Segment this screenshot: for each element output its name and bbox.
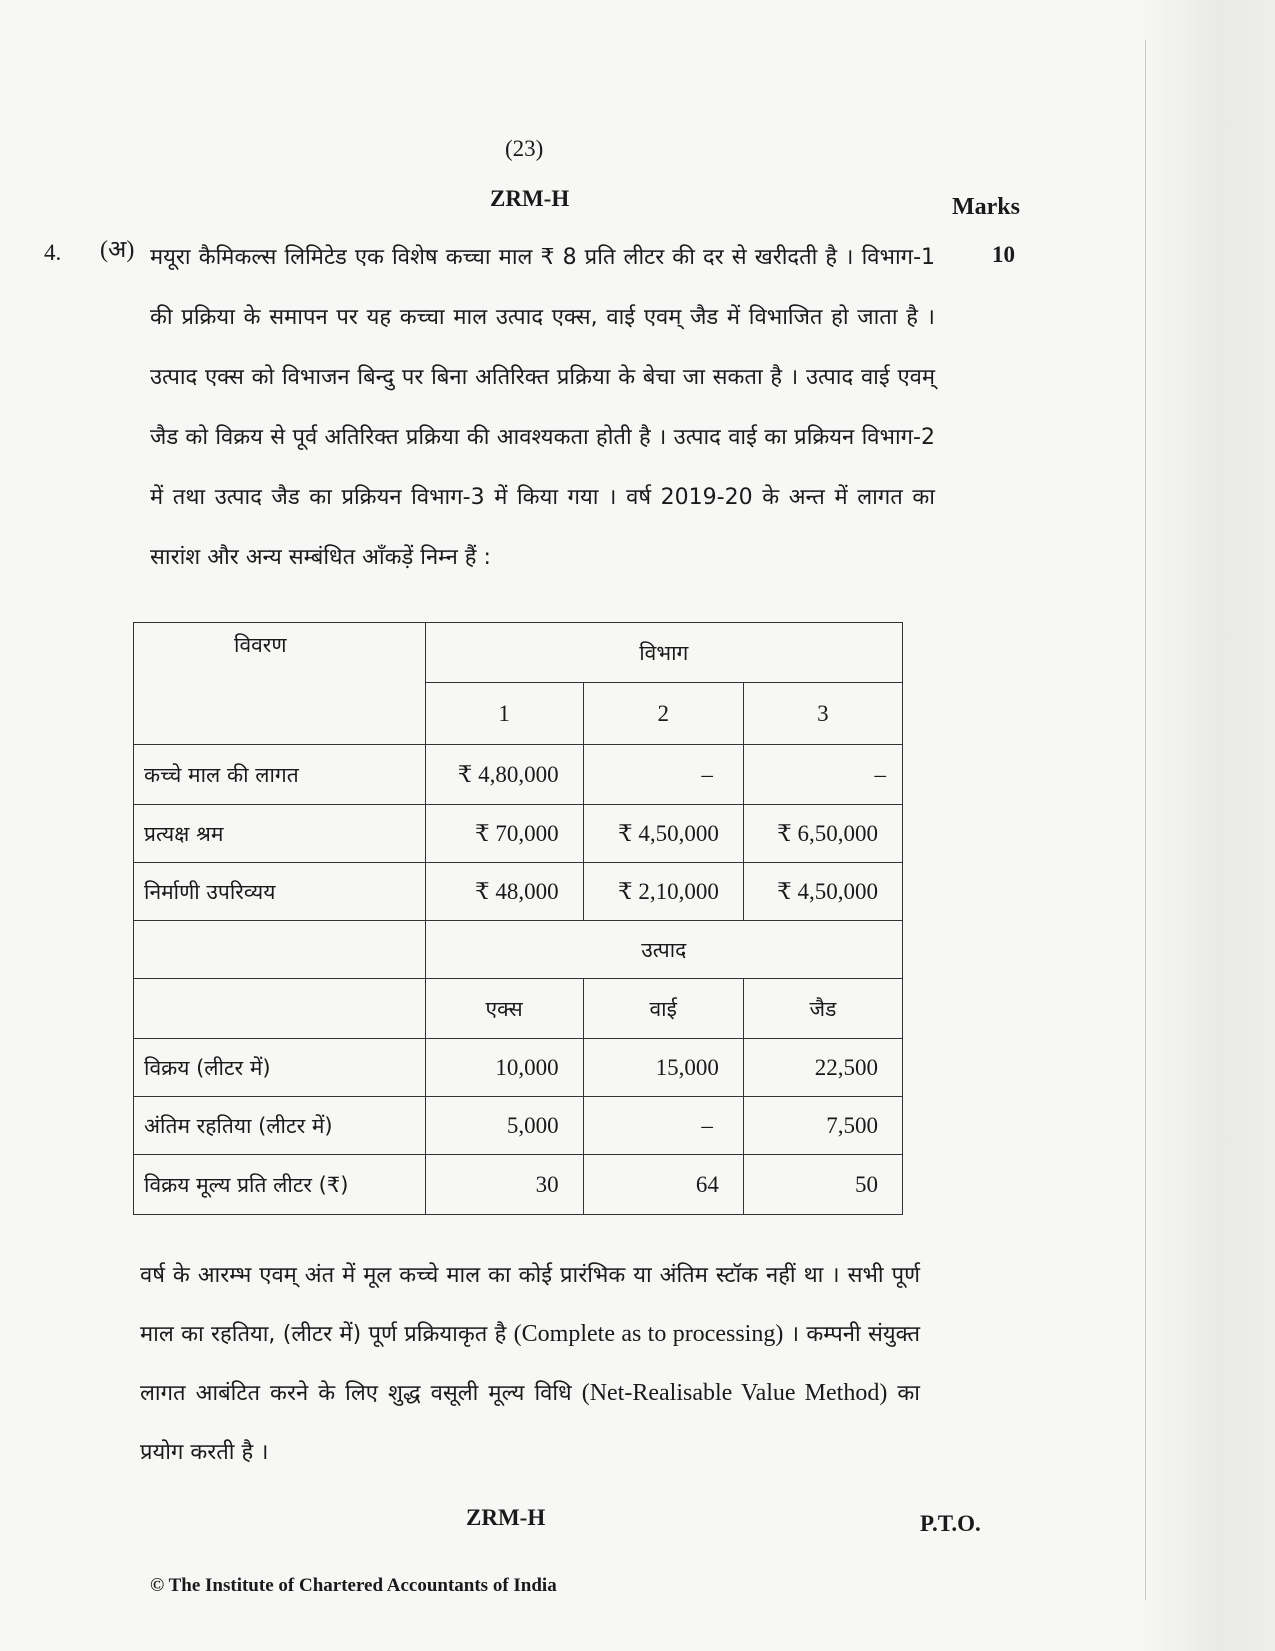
cell-value: ₹ 70,000 [425, 805, 583, 863]
paper-code-footer: ZRM-H [466, 1505, 546, 1530]
cell-value: 30 [425, 1155, 583, 1215]
cell-value: 15,000 [583, 1039, 743, 1097]
notes-english-2: (Net-Realisable Value Method) [581, 1380, 888, 1406]
table-row [134, 1097, 903, 1155]
table-row [134, 745, 903, 805]
blank-cell [134, 921, 426, 979]
row-label: कच्चे माल की लागत [134, 745, 426, 805]
department-1: 1 [425, 683, 583, 745]
row-label: प्रत्यक्ष श्रम [134, 805, 426, 863]
cost-data-table [133, 622, 903, 1215]
question-number: 4. [44, 240, 62, 265]
row-label: विक्रय (लीटर में) [134, 1039, 426, 1097]
cell-value: – [743, 745, 902, 805]
notes-paragraph [140, 1246, 920, 1482]
notes-text-3: का प्रयोग करती है । [140, 1381, 920, 1465]
cell-value: – [583, 745, 743, 805]
cell-value: ₹ 4,50,000 [583, 805, 743, 863]
table-header-row [134, 623, 903, 683]
department-header: विभाग [425, 623, 902, 683]
products-names-row [134, 979, 903, 1039]
cell-value: 22,500 [743, 1039, 902, 1097]
page-number: (23) [505, 136, 544, 161]
products-header: उत्पाद [425, 921, 902, 979]
table-row [134, 805, 903, 863]
blank-cell [134, 979, 426, 1039]
department-3: 3 [743, 683, 902, 745]
cell-value: 50 [743, 1155, 902, 1215]
row-label: अंतिम रहतिया (लीटर में) [134, 1097, 426, 1155]
question-intro-paragraph: मयूरा कैमिकल्स लिमिटेड एक विशेष कच्चा माल ₹ 8 प्रति लीटर की दर से खरीदती है । विभाग-1 की प्रक्रिया के समापन पर यह कच्चा माल उत्पाद एक्स, वाई एवम् जैड में विभाजित हो जाता है । उत्पाद एक्स को विभाजन बिन्दु पर बिना अतिरिक्त प्रक्रिया के बेचा जा सकता है । उत्पाद वाई एवम् जैड को विक्रय से पूर्व अतिरिक्त प्रक्रिया की आवश्यकता होती है । उत्पाद वाई का प्रक्रियन विभाग-2 में तथा उत्पाद जैड का प्रक्रियन विभाग-3 में किया गया । वर्ष 2019-20 के अन्त में लागत का सारांश और अन्य सम्बंधित आँकड़ें निम्न हैं : [150, 245, 935, 570]
products-header-row [134, 921, 903, 979]
table-row [134, 863, 903, 921]
cell-value: 5,000 [425, 1097, 583, 1155]
particulars-header: विवरण [134, 623, 426, 745]
copyright-notice: © The Institute of Chartered Accountants of India [150, 1575, 557, 1596]
product-z: जैड [743, 979, 902, 1039]
page-edge-line [1145, 40, 1146, 1600]
cell-value: ₹ 4,80,000 [425, 745, 583, 805]
notes-text-1: वर्ष के आरम्भ एवम् अंत में मूल कच्चे माल का कोई प्रारंभिक या अंतिम स्टॉक नहीं था । सभी पूर्ण माल का रहतिया, (लीटर में) पूर्ण प्रक्रियाकृत है [140, 1263, 920, 1347]
marks-label: Marks [952, 194, 1020, 220]
cell-value: ₹ 2,10,000 [583, 863, 743, 921]
table-row [134, 1155, 903, 1215]
row-label: निर्माणी उपरिव्यय [134, 863, 426, 921]
cell-value: 64 [583, 1155, 743, 1215]
cell-value: – [583, 1097, 743, 1155]
product-x: एक्स [425, 979, 583, 1039]
cell-value: 10,000 [425, 1039, 583, 1097]
cell-value: ₹ 48,000 [425, 863, 583, 921]
notes-english-1: (Complete as to processing) [513, 1321, 784, 1347]
row-label: विक्रय मूल्य प्रति लीटर (₹) [134, 1155, 426, 1215]
department-2: 2 [583, 683, 743, 745]
page-edge-shade [1140, 0, 1275, 1651]
question-marks: 10 [992, 242, 1015, 267]
product-y: वाई [583, 979, 743, 1039]
pto-label: P.T.O. [920, 1511, 981, 1536]
paper-code-header: ZRM-H [490, 186, 570, 211]
question-part: (अ) [100, 237, 135, 263]
table-row [134, 1039, 903, 1097]
notes-text-2: । कम्पनी संयुक्त लागत आबंटित करने के लिए शुद्ध वसूली मूल्य विधि [140, 1322, 921, 1406]
cell-value: 7,500 [743, 1097, 902, 1155]
cell-value: ₹ 4,50,000 [743, 863, 902, 921]
cell-value: ₹ 6,50,000 [743, 805, 902, 863]
